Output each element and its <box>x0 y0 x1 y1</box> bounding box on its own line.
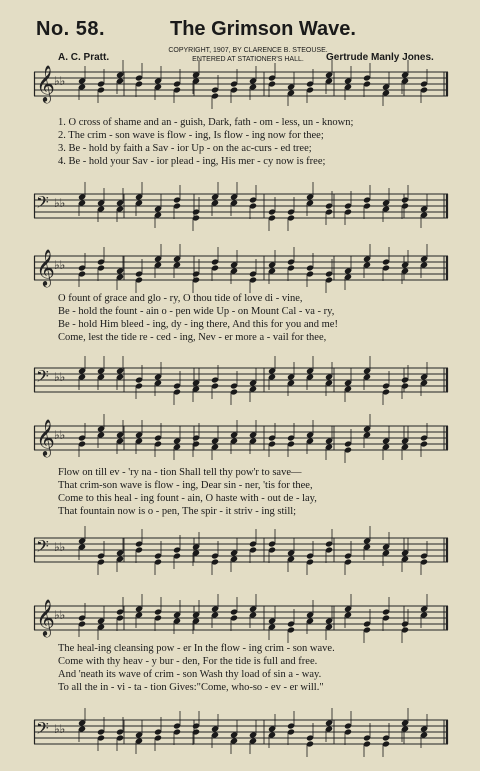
bass-clef-icon: 𝄢 <box>36 536 49 560</box>
composer-credit: A. C. Pratt. <box>58 52 110 63</box>
treble-clef-icon: 𝄞 <box>36 418 55 456</box>
verse-block <box>58 292 450 344</box>
treble-staff <box>34 598 448 642</box>
copyright-notice <box>168 46 328 64</box>
treble-clef-icon: 𝄞 <box>36 64 55 102</box>
lyric-line: And 'neath its wave of crim - son Wash thy load of sin a - way. <box>58 669 322 680</box>
lyric-line: 3. Be - hold by faith a Sav - ior Up - on the ac-curs - ed tree; <box>58 143 312 154</box>
flat-sign-icon: ♭♭ <box>54 540 66 554</box>
flat-sign-icon: ♭♭ <box>54 370 66 384</box>
bass-staff <box>34 186 448 230</box>
treble-staff <box>34 248 448 292</box>
flat-sign-icon: ♭♭ <box>54 722 66 736</box>
flat-sign-icon: ♭♭ <box>54 74 66 88</box>
bass-clef-icon: 𝄢 <box>36 192 49 216</box>
bass-staff <box>34 360 448 404</box>
hymn-title: The Grimson Wave. <box>170 18 356 40</box>
verse-block <box>58 116 450 168</box>
lyric-line: Come, lest the tide re - ced - ing, Nev - er more a - vail for thee, <box>58 332 327 343</box>
lyric-line: Be - hold Him bleed - ing, dy - ing there, And this for you and me! <box>58 319 338 330</box>
flat-sign-icon: ♭♭ <box>54 608 66 622</box>
lyric-line: The heal-ing cleansing pow - er In the flow - ing crim - son wave. <box>58 643 335 654</box>
lyricist-credit: Gertrude Manly Jones. <box>326 52 434 63</box>
bass-clef-icon: 𝄢 <box>36 366 49 390</box>
treble-clef-icon: 𝄞 <box>36 248 55 286</box>
lyric-line: Come with thy heav - y bur - den, For the tide is full and free. <box>58 656 318 667</box>
lyric-line: 4. Be - hold your Sav - ior plead - ing, His mer - cy now is free; <box>58 156 326 167</box>
lyric-line: Come to this heal - ing fount - ain, O haste with - out de - lay, <box>58 493 317 504</box>
flat-sign-icon: ♭♭ <box>54 258 66 272</box>
copyright-line: ENTERED AT STATIONER'S HALL. <box>192 56 304 63</box>
lyric-line: 1. O cross of shame and an - guish, Dark, fath - om - less, un - known; <box>58 117 354 128</box>
lyric-line: O fount of grace and glo - ry, O thou tide of love di - vine, <box>58 293 303 304</box>
bass-clef-icon: 𝄢 <box>36 718 49 742</box>
lyric-line: 2. The crim - son wave is flow - ing, Is flow - ing now for thee; <box>58 130 324 141</box>
lyric-line: Be - hold the fount - ain o - pen wide Up - on Mount Cal - va - ry, <box>58 306 335 317</box>
flat-sign-icon: ♭♭ <box>54 196 66 210</box>
hymn-number: No. 58. <box>36 18 106 40</box>
lyric-line: To all the in - vi - ta - tion Gives:"Come, who-so - ev - er will." <box>58 682 324 693</box>
bass-staff <box>34 530 448 574</box>
verse-block <box>58 466 450 518</box>
bass-staff <box>34 712 448 756</box>
flat-sign-icon: ♭♭ <box>54 428 66 442</box>
lyric-line: That fountain now is o - pen, The spir - it striv - ing still; <box>58 506 297 517</box>
lyric-line: Flow on till ev - 'ry na - tion Shall tell thy pow'r to save— <box>58 467 302 478</box>
verse-block <box>58 642 450 694</box>
treble-staff <box>34 64 448 108</box>
treble-clef-icon: 𝄞 <box>36 598 55 636</box>
treble-staff <box>34 418 448 462</box>
lyric-line: That crim-son wave is flow - ing, Dear sin - ner, 'tis for thee, <box>58 480 313 491</box>
copyright-line: COPYRIGHT, 1907, BY CLARENCE B. STEOUSE. <box>168 47 328 54</box>
